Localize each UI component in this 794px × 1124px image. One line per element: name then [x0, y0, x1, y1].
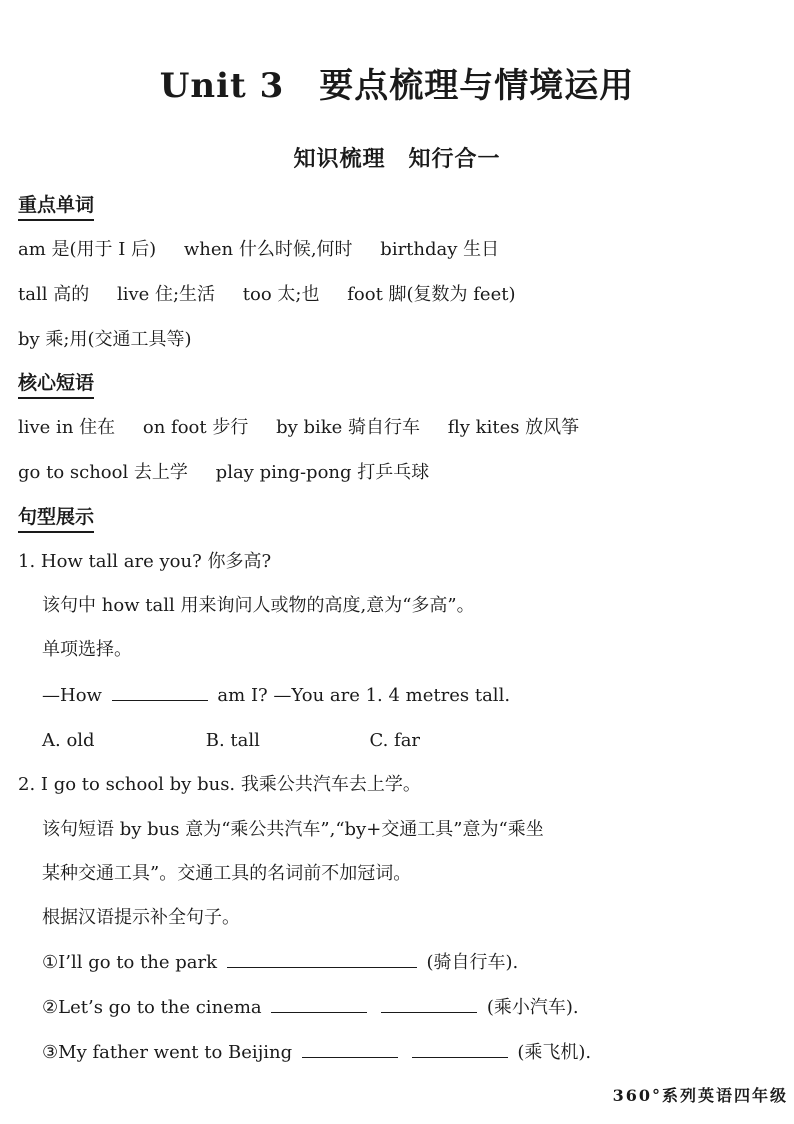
phrase-entry: go to school 去上学: [18, 462, 188, 483]
fill-3-start: ③My father went to Beijing: [42, 1042, 293, 1063]
page-footer: 360°系列英语四年级: [612, 1086, 788, 1105]
fill-3-hint: (乘飞机).: [517, 1042, 592, 1063]
fill-2-start: ②Let’s go to the cinema: [42, 997, 262, 1018]
section-heading-words: 重点单词: [18, 192, 94, 221]
phrase-entry: on foot 步行: [142, 417, 249, 438]
q1-question: [42, 682, 510, 710]
phrase-entry: fly kites 放风筝: [447, 417, 580, 438]
page-subtitle: 知识梳理 知行合一: [293, 147, 501, 172]
phrases-line-2: [18, 459, 451, 487]
answer-blank[interactable]: [302, 1039, 398, 1058]
page-title: Unit 3 要点梳理与情境运用: [159, 66, 635, 106]
section-heading-phrases: 核心短语: [18, 370, 94, 399]
word-entry: am 是(用于 I 后): [18, 239, 157, 260]
q1-sentence: 1. How tall are you? 你多高?: [18, 551, 272, 572]
fill-2-hint: (乘小汽车).: [486, 997, 579, 1018]
answer-blank[interactable]: [381, 994, 477, 1013]
option-a[interactable]: A. old: [42, 730, 95, 751]
words-line-2: [18, 281, 538, 309]
word-entry: live 住;生活: [116, 284, 216, 305]
phrase-entry: live in 住在: [18, 417, 116, 438]
phrase-entry: by bike 骑自行车: [276, 417, 421, 438]
phrase-entry: play ping-pong 打乒乓球: [215, 462, 430, 483]
fill-1-hint: (骑自行车).: [426, 952, 519, 973]
word-entry: foot 脚(复数为 feet): [347, 284, 516, 305]
word-entry: too 太;也: [242, 284, 320, 305]
word-entry: birthday 生日: [380, 239, 500, 260]
q1-options: [42, 727, 527, 755]
fill-item-2: [42, 994, 579, 1022]
phrases-line-1: [18, 414, 601, 442]
words-line-3: [18, 326, 214, 354]
q1-question-end: am I? —You are 1. 4 metres tall.: [217, 685, 511, 706]
word-entry: by 乘;用(交通工具等): [18, 329, 192, 350]
word-entry: tall 高的: [18, 284, 90, 305]
fill-1-start: ①I’ll go to the park: [42, 952, 218, 973]
option-b[interactable]: B. tall: [205, 730, 260, 751]
words-line-1: [18, 236, 521, 264]
answer-blank[interactable]: [271, 994, 367, 1013]
q2-sentence: 2. I go to school by bus. 我乘公共汽车去上学。: [18, 774, 421, 795]
answer-blank[interactable]: [227, 949, 417, 968]
option-c[interactable]: C. far: [369, 730, 421, 751]
fill-item-1: [42, 949, 518, 977]
fill-item-3: [42, 1039, 591, 1067]
answer-blank[interactable]: [412, 1039, 508, 1058]
word-entry: when 什么时候,何时: [183, 239, 353, 260]
q1-explanation: 该句中 how tall 用来询问人或物的高度,意为“多高”。: [42, 595, 475, 616]
q1-question-start: —How: [42, 685, 102, 706]
q2-explanation-1: 该句短语 by bus 意为“乘公共汽车”,“by+交通工具”意为“乘坐: [42, 819, 544, 840]
section-heading-sentences: 句型展示: [18, 504, 94, 533]
q2-explanation-2: 某种交通工具”。交通工具的名词前不加冠词。: [42, 863, 412, 884]
q2-task: 根据汉语提示补全句子。: [42, 907, 240, 928]
answer-blank[interactable]: [112, 682, 208, 701]
q1-task: 单项选择。: [42, 639, 132, 660]
